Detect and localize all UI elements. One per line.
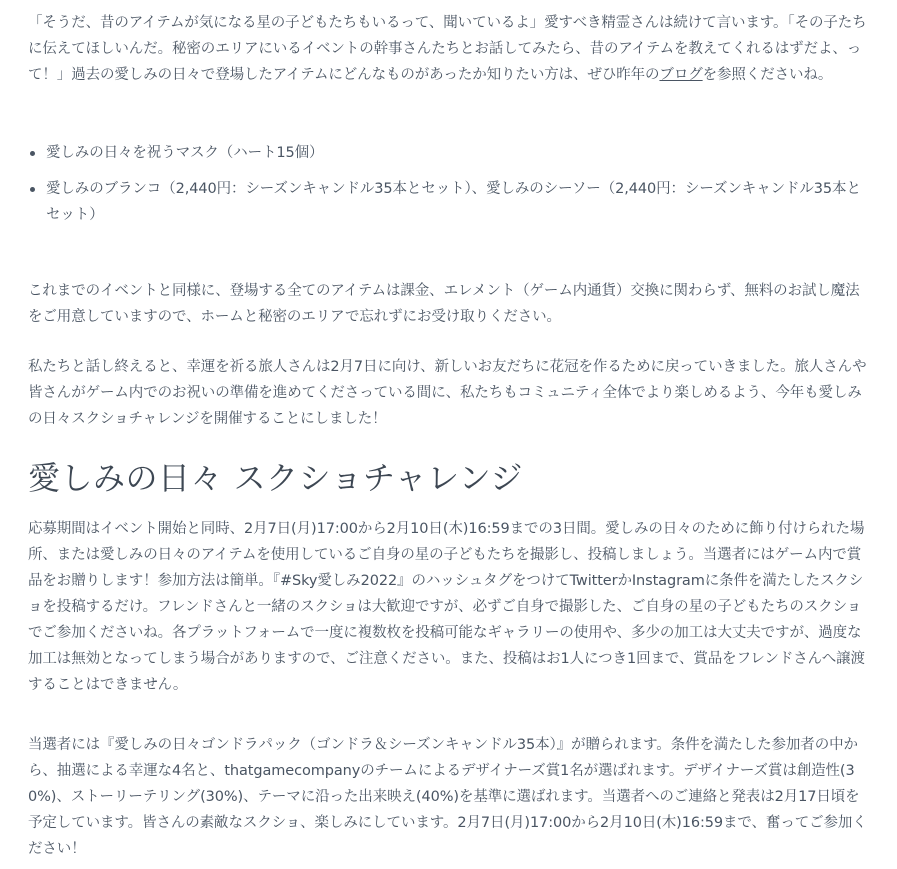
list-item-text: 愛しみのブランコ（2,440円：シーズンキャンドル35本とセット）、愛しみのシーソー（2,440円：シーズンキャンドル35本とセット） [46,181,861,223]
traveler-note-paragraph: 私たちと話し終えると、幸運を祈る旅人さんは2月7日に向け、新しいお友だちに花冠を作るために戻っていきました。旅人さんや皆さんがゲーム内でのお祝いの準備を進めてくださっている間に、私たちもコミュニティ全体でより楽しめるよう、今年も愛しみの日々スクショチャレンジを開催することにしました！ [28,359,867,427]
bullet-icon [30,187,35,192]
list-item [28,176,870,228]
item-list [28,140,870,228]
article-body [28,0,870,862]
intro-text-after-link: を参照くださいね。 [702,67,833,83]
list-item-text: 愛しみの日々を祝うマスク（ハート15個） [46,145,324,161]
entry-rules-paragraph: 応募期間はイベント開始と同時、2月7日(月)17:00から2月10日(木)16:59までの3日間。愛しみの日々のために飾り付けられた場所、または愛しみの日々のアイテムを使用しているご自身の星の子どもたちを撮影し、投稿しましょう。当選者にはゲーム内で賞品をお贈りします！参加方法は簡単。『#Sky愛しみ2022』のハッシュタグをつけてTwitterかInstagramに条件を満たしたスクショを投稿するだけ。フレンドさんと一緒のスクショは大歓迎ですが、必ずご自身で撮影した、ご自身の星の子どもたちのスクショでご参加くださいね。各プラットフォームで一度に複数枚を投稿可能なギャラリーの使用や、多少の加工は大丈夫ですが、過度な加工は無効となってしまう場合がありますので、ご注意ください。また、投稿はお1人につき1回まで、賞品をフレンドさんへ譲渡することはできません。 [28,521,865,693]
prize-details-paragraph: 当選者には『愛しみの日々ゴンドラパック（ゴンドラ＆シーズンキャンドル35本）』が贈られます。条件を満たした参加者の中から、抽選による幸運な4名と、thatgamecompanyのチームによるデザイナーズ賞1名が選ばれます。デザイナーズ賞は創造性(30%)、ストーリーテリング(30%)、テーマに沿った出来映え(40%)を基準に選ばれます。当選者へのご連絡と発表は2月17日頃を予定しています。皆さんの素敵なスクショ、楽しみにしています。2月7日(月)17:00から2月10日(木)16:59まで、奮ってご参加ください！ [28,737,867,857]
bullet-icon [30,151,35,156]
intro-text-before-link: 「そうだ、昔のアイテムが気になる星の子どもたちもいるって、聞いているよ」愛すべき精霊さんは続けて言います。「その子たちに伝えてほしいんだ。秘密のエリアにいるイベントの幹事さんたちとお話してみたら、昔のアイテムを教えてくれるはずだよ、って！」過去の愛しみの日々で登場したアイテムにどんなものがあったか知りたい方は、ぜひ昨年の [28,15,867,83]
list-item [28,140,870,166]
section-heading: 愛しみの日々 スクショチャレンジ [28,459,523,497]
trial-note-paragraph: これまでのイベントと同様に、登場する全てのアイテムは課金、エレメント（ゲーム内通貨）交換に関わらず、無料のお試し魔法をご用意していますので、ホームと秘密のエリアで忘れずにお受け取りください。 [28,283,860,325]
intro-paragraph [28,10,870,88]
blog-link[interactable]: ブログ [659,67,703,83]
